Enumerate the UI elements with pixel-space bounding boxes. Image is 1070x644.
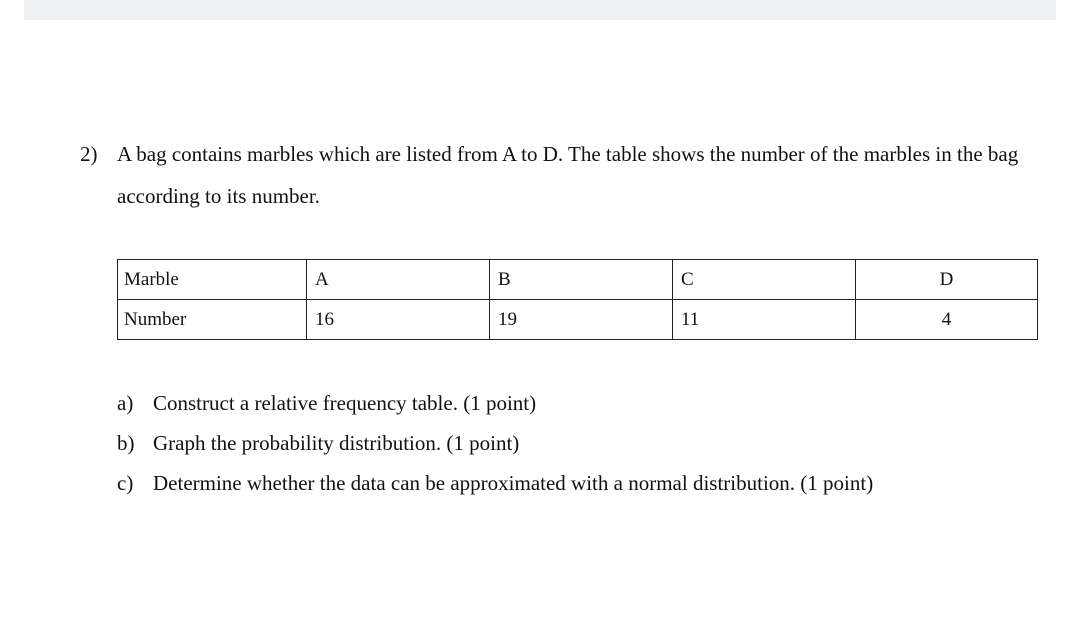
sub-questions	[117, 383, 873, 503]
sub-question-c	[117, 463, 873, 503]
sub-question-b	[117, 423, 873, 463]
question-block	[80, 133, 1050, 217]
marble-table	[117, 259, 1038, 340]
sub-question-letter: b)	[117, 431, 135, 455]
sub-question-a	[117, 383, 873, 423]
sub-question-letter: a)	[117, 391, 134, 415]
sub-question-letter: c)	[117, 471, 134, 495]
table-cell: 16	[307, 300, 490, 340]
sub-question-text: Determine whether the data can be approximated with a normal distribution. (1 point)	[153, 471, 874, 495]
table-cell: B	[490, 260, 673, 300]
sub-question-text: Construct a relative frequency table. (1 point)	[153, 391, 537, 415]
table-cell: C	[673, 260, 856, 300]
top-toolbar-strip	[24, 0, 1056, 20]
table-cell: Marble	[118, 260, 307, 300]
table-cell: Number	[118, 300, 307, 340]
table-cell: 11	[673, 300, 856, 340]
table-cell: 4	[856, 300, 1038, 340]
table-cell: D	[856, 260, 1038, 300]
table-row	[118, 300, 1038, 340]
table-header-row	[118, 260, 1038, 300]
question-number: 2)	[80, 142, 98, 166]
question-text: A bag contains marbles which are listed from A to D. The table shows the number of the marbles in the bag according to its number.	[117, 142, 1019, 208]
sub-question-text: Graph the probability distribution. (1 point)	[153, 431, 520, 455]
table-cell: A	[307, 260, 490, 300]
table-cell: 19	[490, 300, 673, 340]
